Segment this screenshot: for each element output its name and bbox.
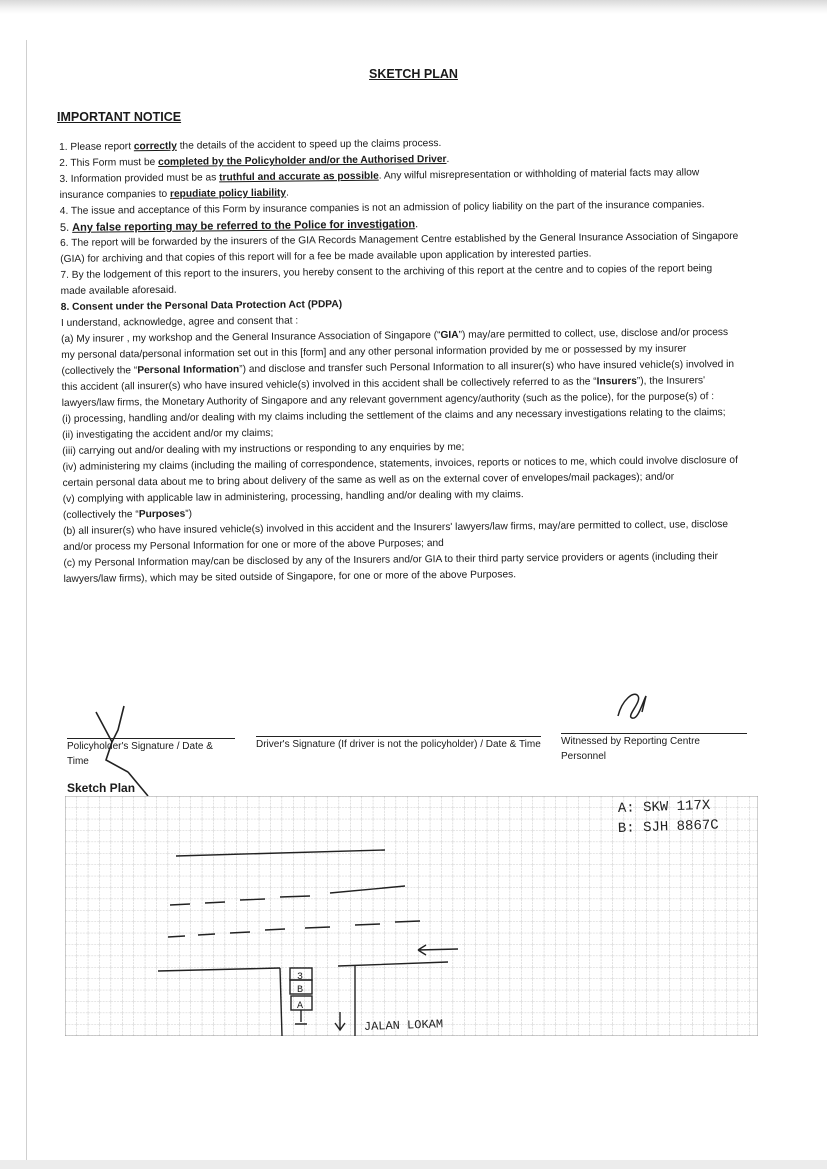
consent-ii: (ii) investigating the accident and/or my claims;: [62, 427, 274, 441]
notice-1: 1. Please report correctly the details of the accident to speed up the claims process.: [59, 137, 442, 153]
notice-8-intro: I understand, acknowledge, agree and consent that :: [60, 315, 299, 329]
consent-i: (i) processing, handling and/or dealing with my claims including the settlement of the claims and any necessary investigations relating to the claims;: [61, 407, 726, 425]
scan-top-edge: [0, 0, 827, 14]
driver-signature-field[interactable]: [256, 736, 541, 752]
consent-a: (a) My insurer , my workshop and the General Insurance Association of Singapore (“GIA”) may/are permitted to collect, use, disclose and/or process my personal data/personal information set out in this [form] and any other personal information provided by me or possessed by my insurer (collectively the “Personal Information”) and disclose and transfer such Personal Information to all insurer(s) who have insured vehicle(s) involved in this accident (all insurer(s) who have insured vehicle(s) involved in this accident shall be collectively referred to as the “Insurers”), the Insurers' lawyers/law firms, the Monetary Authority of Singapore and any relevant government agency/authority (such as the police), for the purpose(s) of :: [61, 327, 735, 409]
scan-left-edge: [26, 40, 27, 1160]
sketch-plan-label: Sketch Plan: [67, 781, 136, 795]
witness-signature-field[interactable]: [561, 733, 747, 764]
notice-2: 2. This Form must be completed by the Policyholder and/or the Authorised Driver.: [59, 153, 450, 169]
consent-purposes: (collectively the “Purposes”): [62, 508, 193, 521]
witness-signature-label: Witnessed by Reporting Centre Personnel: [561, 736, 700, 762]
vehicle-a-label: A: SKW 117X: [617, 797, 711, 817]
notice-4: 4. The issue and acceptance of this Form by insurance companies is not an admission of policy liability on the part of the insurance companies.: [59, 199, 705, 217]
notice-6: 6. The report will be forwarded by the insurers of the GIA Records Management Centre established by the General Insurance Association of Singapore (GIA) for archiving and that copies of this report will for a fee be made available upon application by interested parties.: [60, 230, 739, 265]
scan-bottom-edge: [0, 1160, 827, 1169]
road-name-label: JALAN LOKAM: [363, 1017, 444, 1034]
vehicle-b-label: B: SJH 8867C: [617, 817, 719, 837]
sketch-grid[interactable]: [65, 796, 758, 1036]
page-title: SKETCH PLAN: [369, 67, 458, 81]
notice-5: 5. Any false reporting may be referred to the Police for investigation.: [59, 218, 419, 234]
notice-8-heading: 8. Consent under the Personal Data Protection Act (PDPA): [60, 299, 343, 313]
consent-c: (c) my Personal Information may/can be disclosed by any of the Insurers and/or GIA to their third party service providers or agents (including their lawyers/law firms), which may be sited outside of Singapore, for one or more of the above Purposes.: [63, 551, 719, 585]
witness-signature-mark: [612, 686, 662, 726]
consent-iii: (iii) carrying out and/or dealing with my instructions or responding to any enquiries by me;: [62, 441, 465, 457]
consent-v: (v) complying with applicable law in administering, processing, handling and/or dealing with my claims.: [62, 489, 524, 505]
notice-7: 7. By the lodgement of this report to the insurers, you hereby consent to the archiving of this report at the centre and to copies of the report being made available aforesaid.: [60, 263, 713, 297]
marker-3: 3: [297, 972, 304, 983]
policyholder-signature-field[interactable]: [67, 738, 235, 769]
notice-3: 3. Information provided must be as truthful and accurate as possible. Any wilful misrepresentation or withholding of material facts may allow insurance companies to repudiate policy liability.: [59, 167, 700, 201]
marker-b: B: [297, 985, 304, 996]
consent-b: (b) all insurer(s) who have insured vehicle(s) involved in this accident and the Insurers' lawyers/law firms, may/are permitted to collect, use, disclose and/or process my Personal Information for one or more of the above Purposes; and: [63, 519, 729, 553]
consent-iv: (iv) administering my claims (including the mailing of correspondence, statements, invoices, reports or notices to me, which could involve disclosure of certain personal data about me to bring about delivery of the same as well as on the external cover of envelopes/mail packages); and/or: [62, 454, 738, 489]
marker-a: A: [297, 1001, 304, 1012]
driver-signature-label: Driver's Signature (If driver is not the policyholder) / Date & Time: [256, 739, 541, 750]
notice-heading: IMPORTANT NOTICE: [57, 110, 182, 124]
policyholder-signature-label: Policyholder's Signature / Date & Time: [67, 741, 213, 767]
notice-body: [59, 133, 744, 588]
